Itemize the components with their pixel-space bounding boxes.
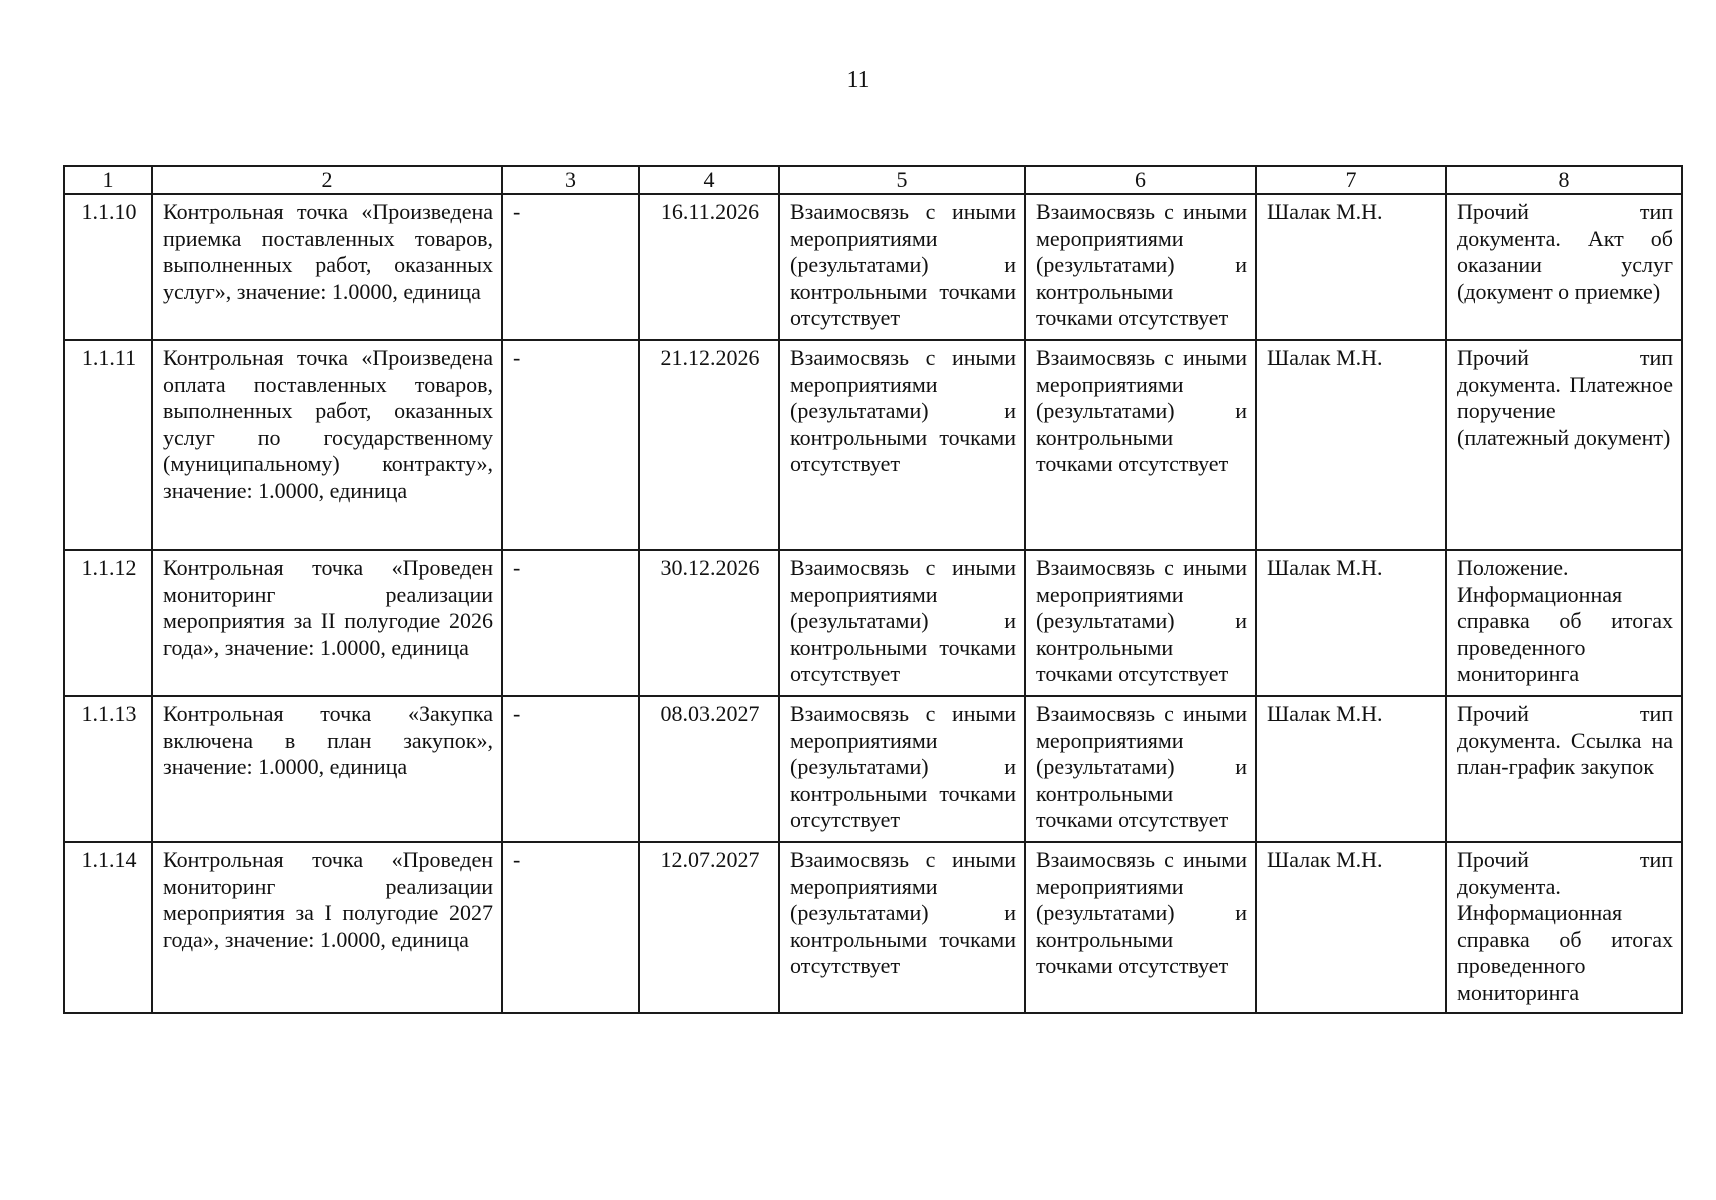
document-type: Прочий тип документа. Платежное поручение (платежный документ) <box>1446 340 1682 550</box>
responsible-person: Шалак М.Н. <box>1256 842 1446 1013</box>
control-point-name: Контрольная точка «Проведен мониторинг реализации мероприятия за II полугодие 2026 года», значение: 1.0000, единица <box>152 550 502 696</box>
column-header: 7 <box>1256 166 1446 194</box>
column-header: 6 <box>1025 166 1256 194</box>
responsible-person: Шалак М.Н. <box>1256 194 1446 340</box>
row-number: 1.1.12 <box>64 550 152 696</box>
responsible-person: Шалак М.Н. <box>1256 550 1446 696</box>
relation-measures: Взаимосвязь с иными мероприятиями (результатами) и контрольными точками отсутствует <box>779 340 1025 550</box>
table-row <box>64 842 1682 1013</box>
control-point-name: Контрольная точка «Произведена приемка поставленных товаров, выполненных работ, оказанных услуг», значение: 1.0000, единица <box>152 194 502 340</box>
relation-measures: Взаимосвязь с иными мероприятиями (результатами) и контрольными точками отсутствует <box>779 696 1025 842</box>
relation-results: Взаимосвязь с иными мероприятиями (результатами) и контрольными точками отсутствует <box>1025 550 1256 696</box>
column-3-value: - <box>502 842 639 1013</box>
column-3-value: - <box>502 696 639 842</box>
document-type: Прочий тип документа. Ссылка на план-график закупок <box>1446 696 1682 842</box>
relation-results: Взаимосвязь с иными мероприятиями (результатами) и контрольными точками отсутствует <box>1025 340 1256 550</box>
relation-results: Взаимосвязь с иными мероприятиями (результатами) и контрольными точками отсутствует <box>1025 194 1256 340</box>
row-number: 1.1.13 <box>64 696 152 842</box>
table-row <box>64 696 1682 842</box>
document-type: Положение. Информационная справка об итогах проведенного мониторинга <box>1446 550 1682 696</box>
column-header: 5 <box>779 166 1025 194</box>
control-point-name: Контрольная точка «Проведен мониторинг реализации мероприятия за I полугодие 2027 года», значение: 1.0000, единица <box>152 842 502 1013</box>
due-date: 12.07.2027 <box>639 842 779 1013</box>
relation-measures: Взаимосвязь с иными мероприятиями (результатами) и контрольными точками отсутствует <box>779 194 1025 340</box>
responsible-person: Шалак М.Н. <box>1256 340 1446 550</box>
relation-results: Взаимосвязь с иными мероприятиями (результатами) и контрольными точками отсутствует <box>1025 842 1256 1013</box>
page-number: 11 <box>846 67 870 93</box>
relation-measures: Взаимосвязь с иными мероприятиями (результатами) и контрольными точками отсутствует <box>779 550 1025 696</box>
table-body <box>64 194 1682 1013</box>
column-header: 1 <box>64 166 152 194</box>
due-date: 30.12.2026 <box>639 550 779 696</box>
column-3-value: - <box>502 550 639 696</box>
relation-results: Взаимосвязь с иными мероприятиями (результатами) и контрольными точками отсутствует <box>1025 696 1256 842</box>
column-header: 8 <box>1446 166 1682 194</box>
relation-measures: Взаимосвязь с иными мероприятиями (результатами) и контрольными точками отсутствует <box>779 842 1025 1013</box>
document-type: Прочий тип документа. Акт об оказании услуг (документ о приемке) <box>1446 194 1682 340</box>
row-number: 1.1.10 <box>64 194 152 340</box>
due-date: 16.11.2026 <box>639 194 779 340</box>
row-number: 1.1.11 <box>64 340 152 550</box>
document-type: Прочий тип документа. Информационная справка об итогах проведенного мониторинга <box>1446 842 1682 1013</box>
control-points-table <box>63 165 1683 1014</box>
table-row <box>64 194 1682 340</box>
table-row <box>64 550 1682 696</box>
column-header: 2 <box>152 166 502 194</box>
table-row <box>64 340 1682 550</box>
column-header: 4 <box>639 166 779 194</box>
column-header: 3 <box>502 166 639 194</box>
control-point-name: Контрольная точка «Произведена оплата поставленных товаров, выполненных работ, оказанных услуг по государственному (муниципальному) контракту», значение: 1.0000, единица <box>152 340 502 550</box>
column-3-value: - <box>502 340 639 550</box>
due-date: 21.12.2026 <box>639 340 779 550</box>
column-3-value: - <box>502 194 639 340</box>
table-header <box>64 166 1682 194</box>
header-row <box>64 166 1682 194</box>
row-number: 1.1.14 <box>64 842 152 1013</box>
control-point-name: Контрольная точка «Закупка включена в план закупок», значение: 1.0000, единица <box>152 696 502 842</box>
due-date: 08.03.2027 <box>639 696 779 842</box>
responsible-person: Шалак М.Н. <box>1256 696 1446 842</box>
